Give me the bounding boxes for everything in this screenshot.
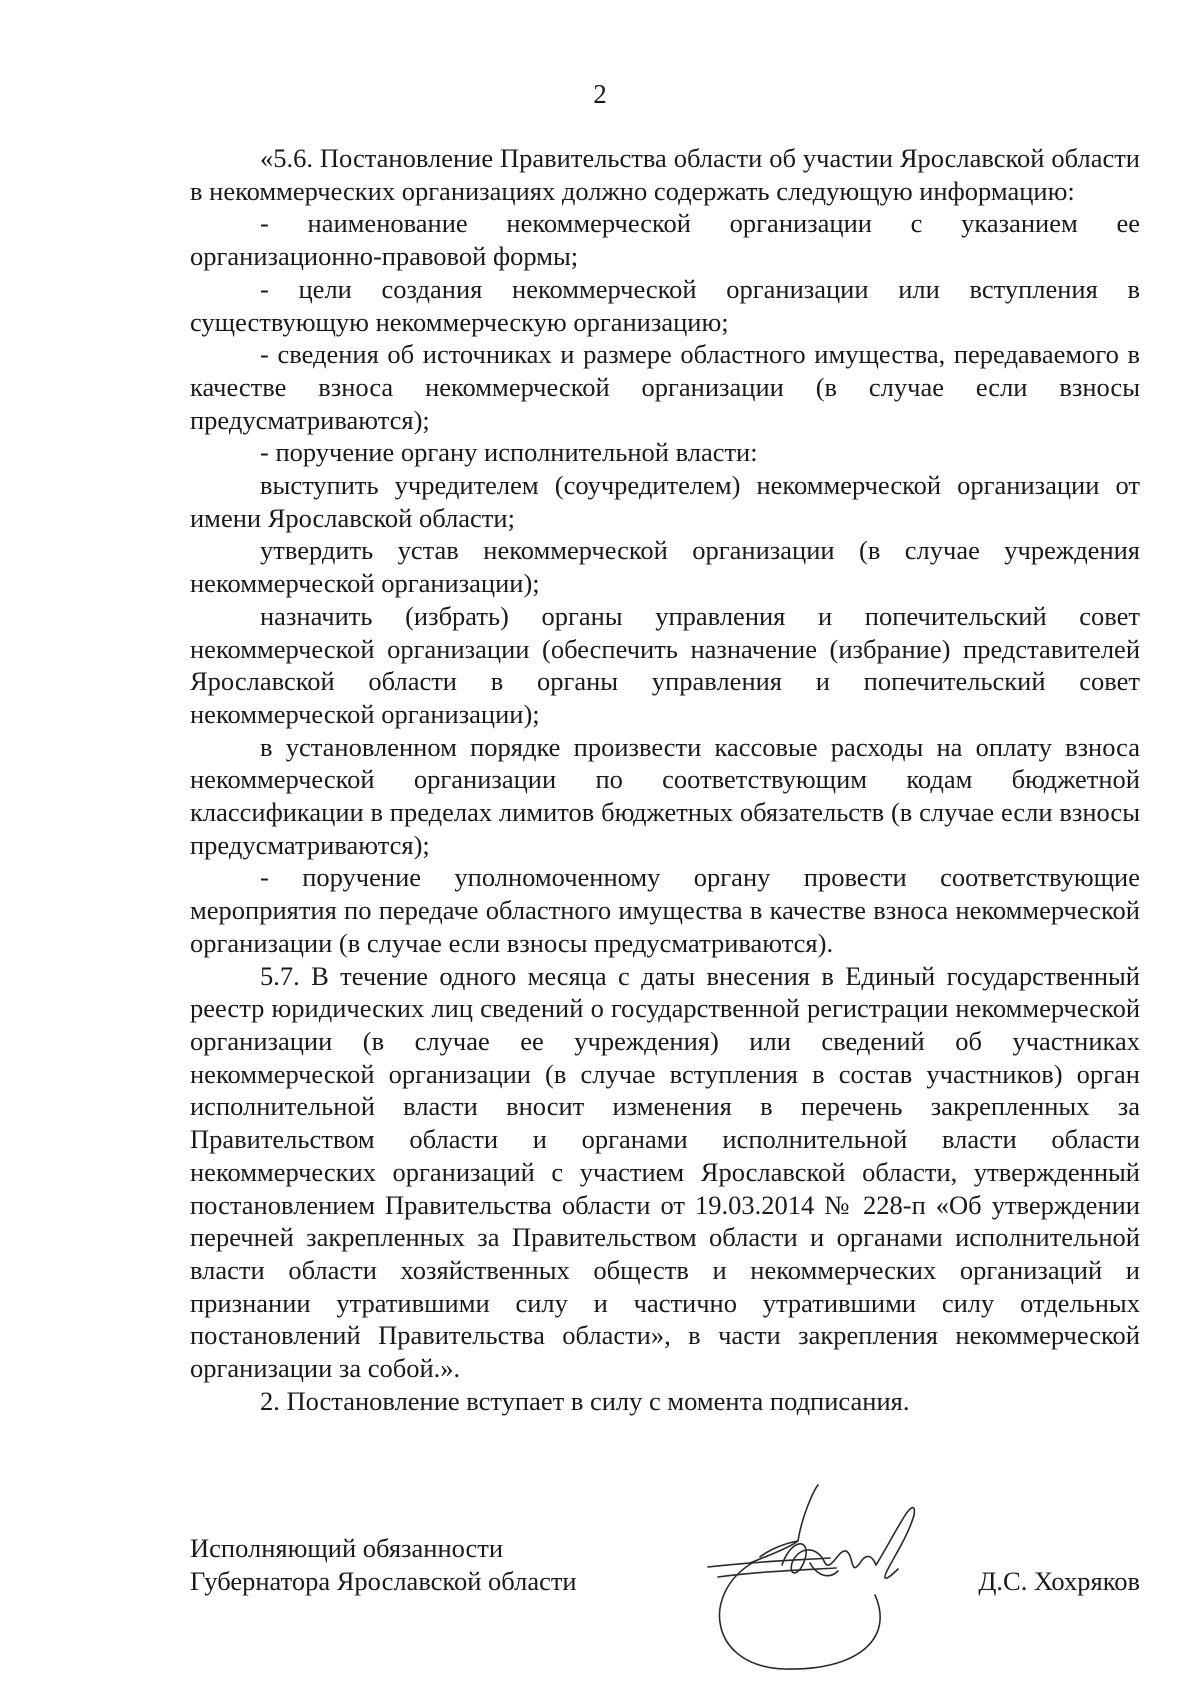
paragraph-approve-charter: утвердить устав некоммерческой организации (в случае учреждения некоммерческой организации); bbox=[190, 535, 1140, 599]
signer-position bbox=[190, 1532, 577, 1598]
paragraph-nco-name: - наименование некоммерческой организации с указанием ее организационно-правовой формы; bbox=[190, 208, 1140, 272]
signer-position-line-1: Исполняющий обязанности bbox=[190, 1533, 504, 1563]
signer-position-line-2: Губернатора Ярославской области bbox=[190, 1566, 577, 1596]
paragraph-act-as-founder: выступить учредителем (соучредителем) некоммерческой организации от имени Ярославской области; bbox=[190, 470, 1140, 533]
document-body bbox=[190, 142, 1140, 1417]
paragraph-appoint-bodies: назначить (избрать) органы управления и попечительский совет некоммерческой организации (обеспечить назначение (избрание) представителей Ярославской области в органы управления и попечительский совет некоммерческой организации); bbox=[190, 600, 1140, 729]
signature-block bbox=[190, 1530, 1140, 1670]
paragraph-cash-expenses: в установленном порядке произвести кассовые расходы на оплату взноса некоммерческой организации по соответствующим кодам бюджетной классификации в пределах лимитов бюджетных обязательств (в случае если взносы предусматриваются); bbox=[190, 731, 1140, 860]
paragraph-nco-goals: - цели создания некоммерческой организации или вступления в существующую некоммерческую организацию; bbox=[190, 273, 1140, 337]
signer-name: Д.С. Хохряков bbox=[978, 1566, 1140, 1596]
handwritten-signature bbox=[690, 1445, 990, 1675]
paragraph-property-info: - сведения об источниках и размере областного имущества, передаваемого в качестве взноса некоммерческой организации (в случае если взносы предусматриваются); bbox=[190, 339, 1140, 435]
paragraph-5-6-intro: «5.6. Постановление Правительства области об участии Ярославской области в некоммерческих организациях должно содержать следующую информацию: bbox=[190, 143, 1140, 206]
paragraph-authorized-body-instruction: - поручение уполномоченному органу провести соответствующие мероприятия по передаче областного имущества в качестве взноса некоммерческой организации (в случае если взносы предусматриваются). bbox=[190, 862, 1140, 958]
paragraph-5-7: 5.7. В течение одного месяца с даты внесения в Единый государственный реестр юридических лиц сведений о государственной регистрации некоммерческой организации (в случае ее учреждения) или сведений об участниках некоммерческой организации (в случае вступления в состав участников) орган исполнительной власти вносит изменения в перечень закрепленных за Правительством области и органами исполнительной власти области некоммерческих организаций с участием Ярославской области, утвержденный постановлением Правительства области от 19.03.2014 № 228-п «Об утверждении перечней закрепленных за Правительством области и органами исполнительной власти области хозяйственных обществ и некоммерческих организаций и признании утратившими силу и частично утратившими силу отдельных постановлений Правительства области», в части закрепления некоммерческой организации за собой.». bbox=[190, 960, 1140, 1384]
paragraph-effective-date: 2. Постановление вступает в силу с момента подписания. bbox=[260, 1385, 910, 1416]
page-number: 2 bbox=[593, 79, 607, 109]
paragraph-executive-instruction: - поручение органу исполнительной власти: bbox=[260, 437, 758, 468]
